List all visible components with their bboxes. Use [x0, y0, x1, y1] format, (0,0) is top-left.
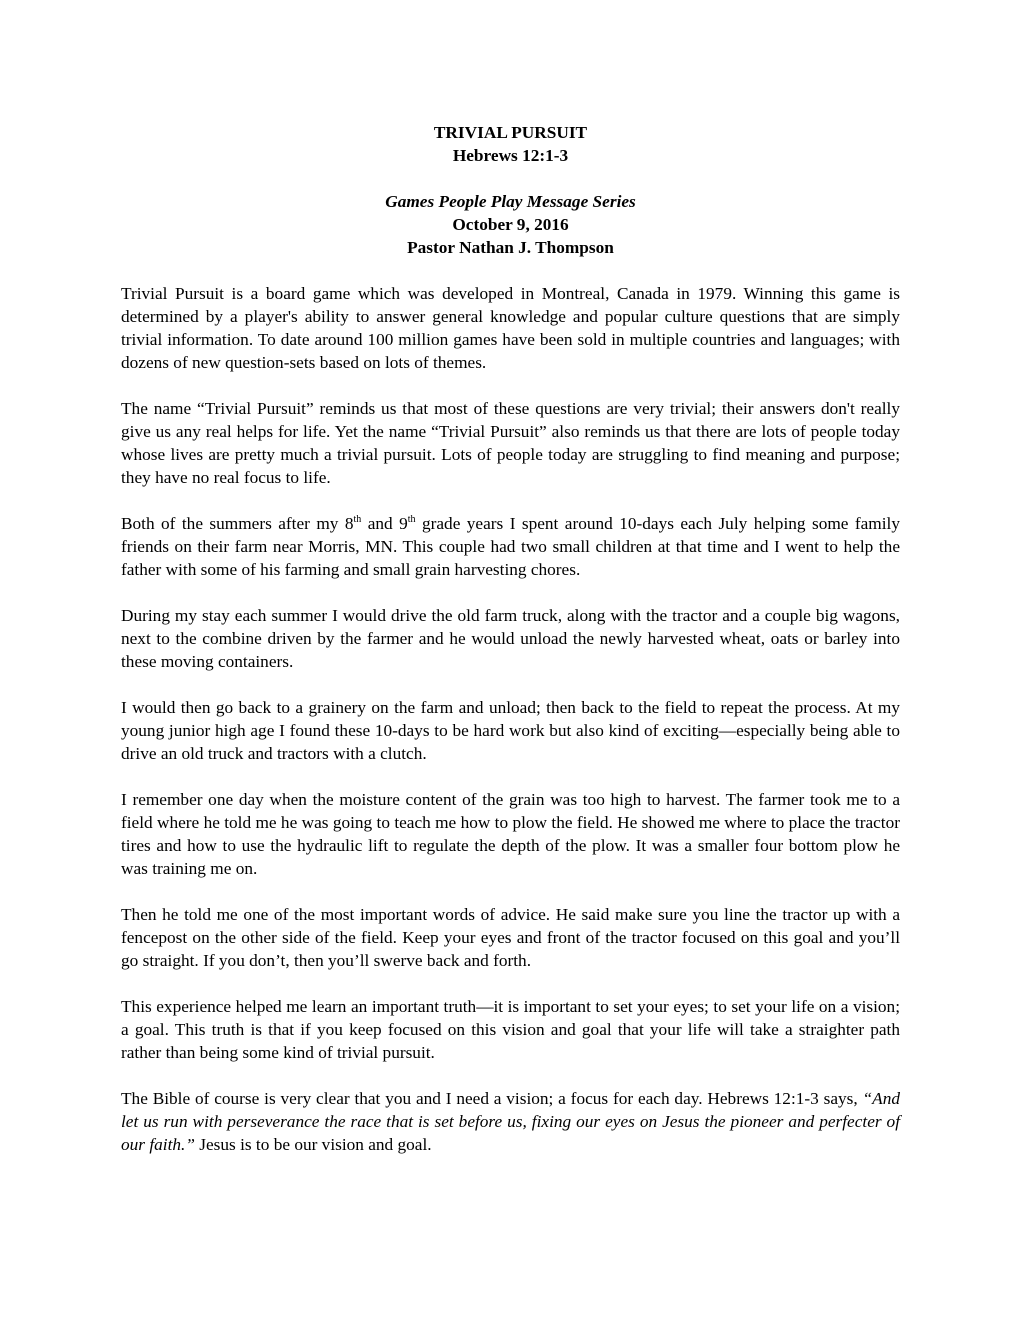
paragraph-4: During my stay each summer I would drive the old farm truck, along with the tractor and a couple big wagons, next to the combine driven by the farmer and he would unload the newly harvested wheat, oats or barley into these moving containers. [121, 606, 900, 671]
pastor-name: Pastor Nathan J. Thompson [407, 238, 614, 257]
sermon-title: TRIVIAL PURSUIT [433, 123, 588, 142]
sermon-date: October 9, 2016 [452, 215, 569, 234]
document-page [121, 121, 900, 1179]
paragraph-6: I remember one day when the moisture content of the grain was too high to harvest. The farmer took me to a field where he told me he was going to teach me how to plow the field. He showed me where to place the tractor tires and how to use the hydraulic lift to regulate the depth of the plow. It was a smaller four bottom plow he was training me on. [121, 790, 900, 878]
paragraph-1: Trivial Pursuit is a board game which was developed in Montreal, Canada in 1979. Winning this game is determined by a player's ability to answer general knowledge and popular culture questions that are simply trivial information. To date around 100 million games have been sold in multiple countries and languages; with dozens of new question-sets based on lots of themes. [121, 284, 900, 372]
paragraph-8: This experience helped me learn an important truth—it is important to set your eyes; to set your life on a vision; a goal. This truth is that if you keep focused on this vision and goal that your life will take a straighter path rather than being some kind of trivial pursuit. [121, 997, 900, 1062]
paragraph-2: The name “Trivial Pursuit” reminds us that most of these questions are very trivial; their answers don't really give us any real helps for life. Yet the name “Trivial Pursuit” also reminds us that there are lots of people today whose lives are pretty much a trivial pursuit. Lots of people today are struggling to find meaning and purpose; they have no real focus to life. [121, 399, 900, 487]
ordinal-suffix-9th: th [407, 514, 416, 525]
paragraph-3 [121, 512, 900, 581]
paragraph-9 [121, 1087, 900, 1156]
series-block [121, 190, 900, 259]
ordinal-suffix-8th: th [353, 514, 362, 525]
series-name: Games People Play Message Series [385, 192, 636, 211]
scripture-quote: “And let us run with perseverance the race that is set before us, fixing our eyes on Jesus the pioneer and perfecter of our faith.” [121, 1089, 900, 1154]
paragraph-5: I would then go back to a grainery on the farm and unload; then back to the field to repeat the process. At my young junior high age I found these 10-days to be hard work but also kind of exciting—especially being able to drive an old truck and tractors with a clutch. [121, 698, 900, 763]
paragraph-3-part-c: grade years I spent around 10-days each July helping some family friends on their farm near Morris, MN. This couple had two small children at that time and I went to help the father with some of his farming and small grain harvesting chores. [121, 514, 900, 579]
paragraph-9-part-c: Jesus is to be our vision and goal. [194, 1135, 432, 1154]
paragraph-3-part-a: Both of the summers after my 8 [121, 514, 354, 533]
paragraph-9-part-a: The Bible of course is very clear that you and I need a vision; a focus for each day. Hebrews 12:1-3 says, [121, 1089, 863, 1108]
paragraph-3-part-b: and 9 [361, 514, 408, 533]
paragraph-7: Then he told me one of the most important words of advice. He said make sure you line the tractor up with a fencepost on the other side of the field. Keep your eyes and front of the tractor focused on this goal and you’ll go straight. If you don’t, then you’ll swerve back and forth. [121, 905, 900, 970]
title-block [121, 121, 900, 167]
scripture-reference: Hebrews 12:1-3 [452, 146, 569, 165]
